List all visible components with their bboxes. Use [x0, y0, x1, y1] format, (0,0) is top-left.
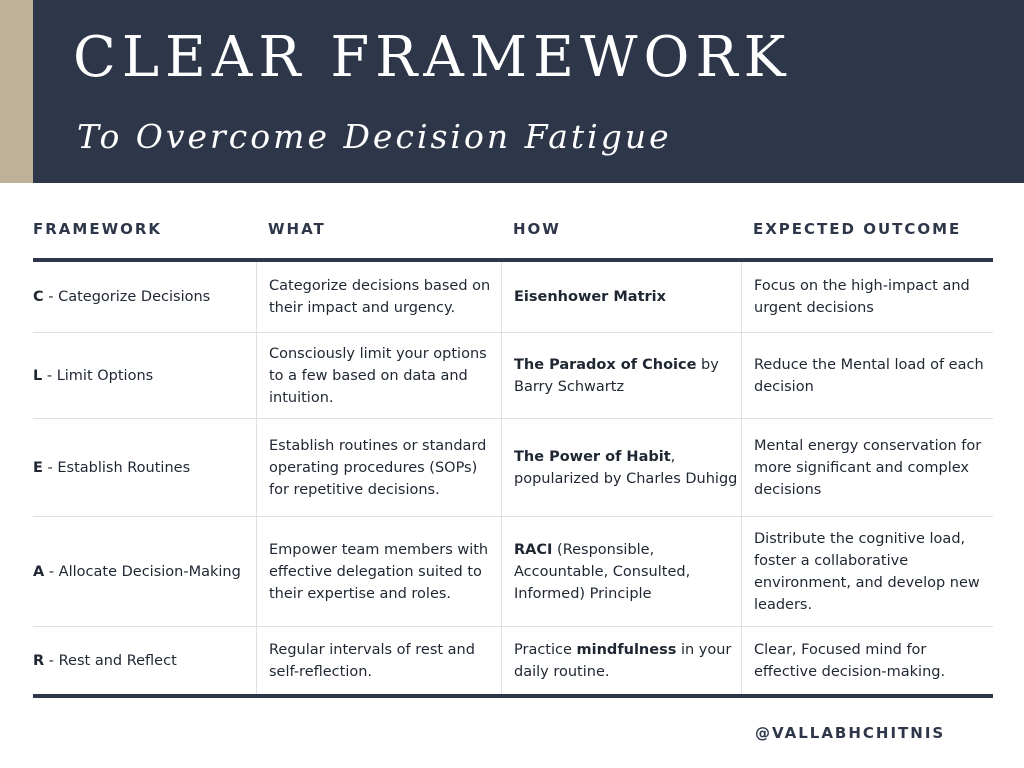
framework-label: - Limit Options [42, 367, 154, 384]
how-bold: mindfulness [576, 641, 677, 658]
how-pre: Practice [514, 641, 577, 658]
table-row [33, 627, 993, 698]
how-cell [501, 517, 741, 626]
framework-label: - Allocate Decision-Making [44, 563, 241, 580]
outcome-cell: Reduce the Mental load of each decision [741, 333, 993, 418]
header-banner [0, 0, 1024, 183]
what-cell: Categorize decisions based on their impact and urgency. [256, 262, 501, 332]
outcome-cell: Mental energy conservation for more significant and complex decisions [741, 419, 993, 516]
accent-bar [0, 0, 33, 183]
framework-cell [33, 419, 256, 516]
column-header-framework: FRAMEWORK [33, 220, 163, 238]
how-cell [501, 627, 741, 694]
outcome-cell: Focus on the high-impact and urgent decisions [741, 262, 993, 332]
how-rest: by Barry Schwartz [514, 356, 719, 395]
how-cell [501, 262, 741, 332]
author-handle: @VALLABHCHITNIS [755, 724, 946, 742]
column-header-how: HOW [513, 220, 561, 238]
outcome-cell: Distribute the cognitive load, foster a collaborative environment, and develop new leaders. [741, 517, 993, 626]
page-title: CLEAR FRAMEWORK [73, 25, 792, 90]
what-cell: Consciously limit your options to a few based on data and intuition. [256, 333, 501, 418]
how-bold: The Paradox of Choice [514, 356, 697, 373]
framework-letter: R [33, 652, 45, 669]
framework-letter: A [33, 563, 45, 580]
framework-cell [33, 627, 256, 694]
framework-label: - Rest and Reflect [44, 652, 177, 669]
framework-letter: L [33, 367, 43, 384]
page-subtitle: To Overcome Decision Fatigue [77, 117, 672, 156]
framework-cell [33, 333, 256, 418]
what-cell: Regular intervals of rest and self-reflection. [256, 627, 501, 694]
framework-letter: C [33, 289, 44, 305]
how-rest: , popularized by Charles Duhigg [514, 448, 738, 487]
how-rest: (Responsible, Accountable, Consulted, Informed) Principle [514, 541, 691, 602]
table-row [33, 517, 993, 627]
what-cell: Empower team members with effective delegation suited to their expertise and roles. [256, 517, 501, 626]
table-row [33, 419, 993, 517]
table-row [33, 333, 993, 419]
column-header-what: WHAT [268, 220, 326, 238]
how-cell [501, 419, 741, 516]
how-bold: The Power of Habit [514, 448, 671, 465]
table-row [33, 262, 993, 333]
how-bold: RACI [514, 541, 553, 558]
how-rest: in your daily routine. [514, 641, 732, 680]
table-header-row [33, 200, 993, 262]
column-header-outcome: EXPECTED OUTCOME [753, 220, 962, 238]
framework-cell [33, 517, 256, 626]
framework-table [33, 200, 993, 698]
what-cell: Establish routines or standard operating procedures (SOPs) for repetitive decisions. [256, 419, 501, 516]
framework-cell [33, 262, 256, 332]
framework-label: - Establish Routines [42, 459, 191, 476]
framework-letter: E [33, 459, 43, 476]
outcome-cell: Clear, Focused mind for effective decision-making. [741, 627, 993, 694]
how-bold: Eisenhower Matrix [514, 289, 666, 305]
how-cell [501, 333, 741, 418]
framework-label: - Categorize Decisions [43, 289, 211, 305]
